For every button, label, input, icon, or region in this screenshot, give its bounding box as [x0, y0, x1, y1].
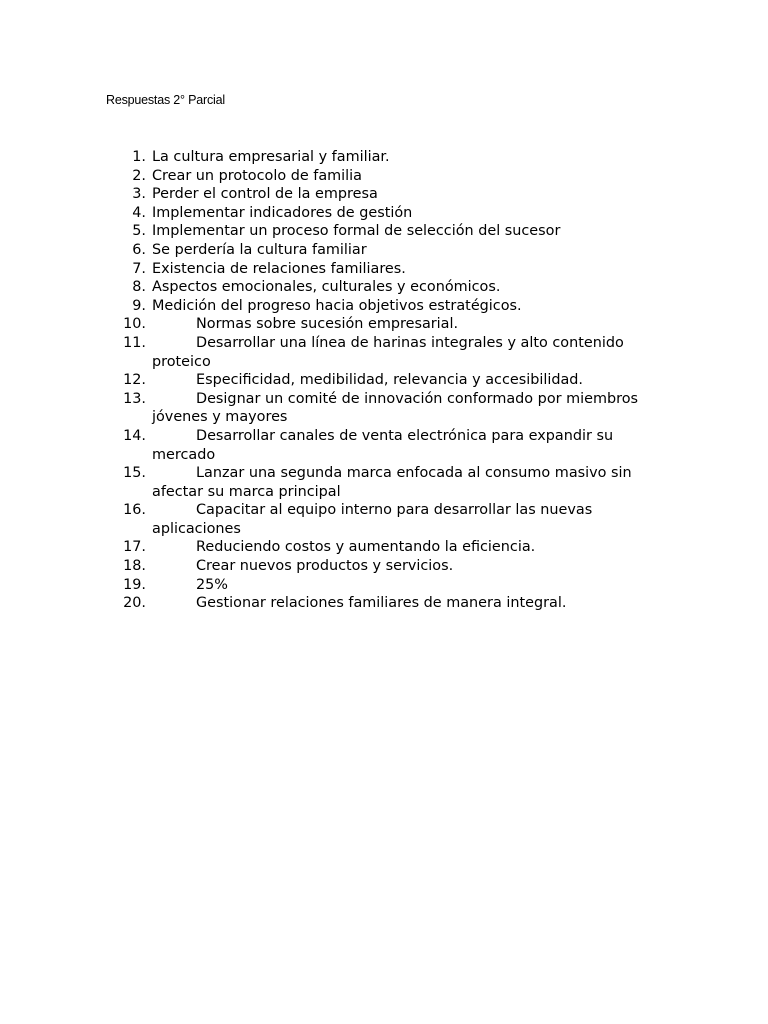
answer-number: 1.: [132, 149, 146, 165]
answer-number: 12.: [123, 372, 146, 389]
answer-number: 6.: [132, 241, 146, 258]
answer-text: Reduciendo costos y aumentando la eficiencia.: [196, 539, 536, 556]
answer-text: Especificidad, medibilidad, relevancia y accesibilidad.: [196, 372, 584, 389]
answer-text: Capacitar al equipo interno para desarrollar las nuevas aplicaciones: [152, 502, 593, 537]
answer-number: 8.: [132, 279, 146, 296]
answer-number: 16.: [123, 502, 146, 519]
answer-item: [110, 204, 670, 223]
answer-text: Se perdería la cultura familiar: [152, 241, 367, 258]
answer-text: Desarrollar canales de venta electrónica para expandir su mercado: [152, 427, 614, 463]
answer-number: 20.: [123, 595, 146, 612]
answer-item: [110, 464, 670, 501]
answer-item: [110, 501, 670, 538]
answer-number: 3.: [132, 186, 146, 203]
answer-item: [110, 278, 670, 297]
answer-item: [110, 260, 670, 279]
answer-item: [110, 297, 670, 316]
answer-text: Implementar un proceso formal de selección del sucesor: [152, 223, 561, 240]
answer-item: [110, 185, 670, 204]
answer-item: [110, 557, 670, 576]
answer-item: [110, 576, 670, 595]
answer-text: Crear un protocolo de familia: [152, 167, 362, 184]
answer-item: [110, 334, 670, 371]
document-title: Respuestas 2° Parcial: [106, 93, 225, 107]
answer-number: 14.: [123, 427, 146, 444]
answer-text: Implementar indicadores de gestión: [152, 204, 413, 221]
answer-number: 13.: [123, 390, 146, 407]
answer-item: [110, 241, 670, 260]
answer-number: 5.: [132, 223, 146, 240]
answer-item: [110, 594, 670, 613]
answer-item: [110, 427, 670, 464]
answer-item: [110, 148, 670, 167]
answer-text: Normas sobre sucesión empresarial.: [196, 316, 459, 333]
answer-number: 17.: [123, 539, 146, 556]
answer-number: 4.: [132, 204, 146, 221]
answer-item: [110, 390, 670, 427]
answer-item: [110, 222, 670, 241]
answer-text: Aspectos emocionales, culturales y económicos.: [152, 279, 501, 296]
answer-number: 9.: [132, 297, 146, 314]
answer-number: 18.: [123, 558, 146, 575]
answer-list: [110, 148, 670, 613]
answer-text: Existencia de relaciones familiares.: [152, 260, 406, 277]
answer-item: [110, 371, 670, 390]
answer-item: [110, 315, 670, 334]
answer-number: 2.: [132, 167, 146, 184]
answer-text: Medición del progreso hacia objetivos estratégicos.: [152, 297, 522, 314]
answer-text: Perder el control de la empresa: [152, 186, 378, 203]
answer-item: [110, 167, 670, 186]
answer-text: Lanzar una segunda marca enfocada al consumo masivo sin afectar su marca principal: [152, 465, 632, 500]
answer-number: 19.: [123, 576, 146, 593]
answer-text: Gestionar relaciones familiares de manera integral.: [196, 595, 567, 612]
answer-text: Desarrollar una línea de harinas integrales y alto contenido proteico: [152, 334, 624, 370]
answer-text: Designar un comité de innovación conformado por miembros jóvenes y mayores: [152, 390, 639, 426]
answer-text: Crear nuevos productos y servicios.: [196, 558, 454, 575]
answer-number: 15.: [123, 465, 146, 482]
answer-number: 7.: [132, 260, 146, 277]
answer-item: [110, 538, 670, 557]
answer-number: 10.: [123, 316, 146, 333]
answer-number: 11.: [123, 334, 146, 351]
answer-text: 25%: [196, 576, 228, 593]
answer-text: La cultura empresarial y familiar.: [152, 149, 390, 165]
